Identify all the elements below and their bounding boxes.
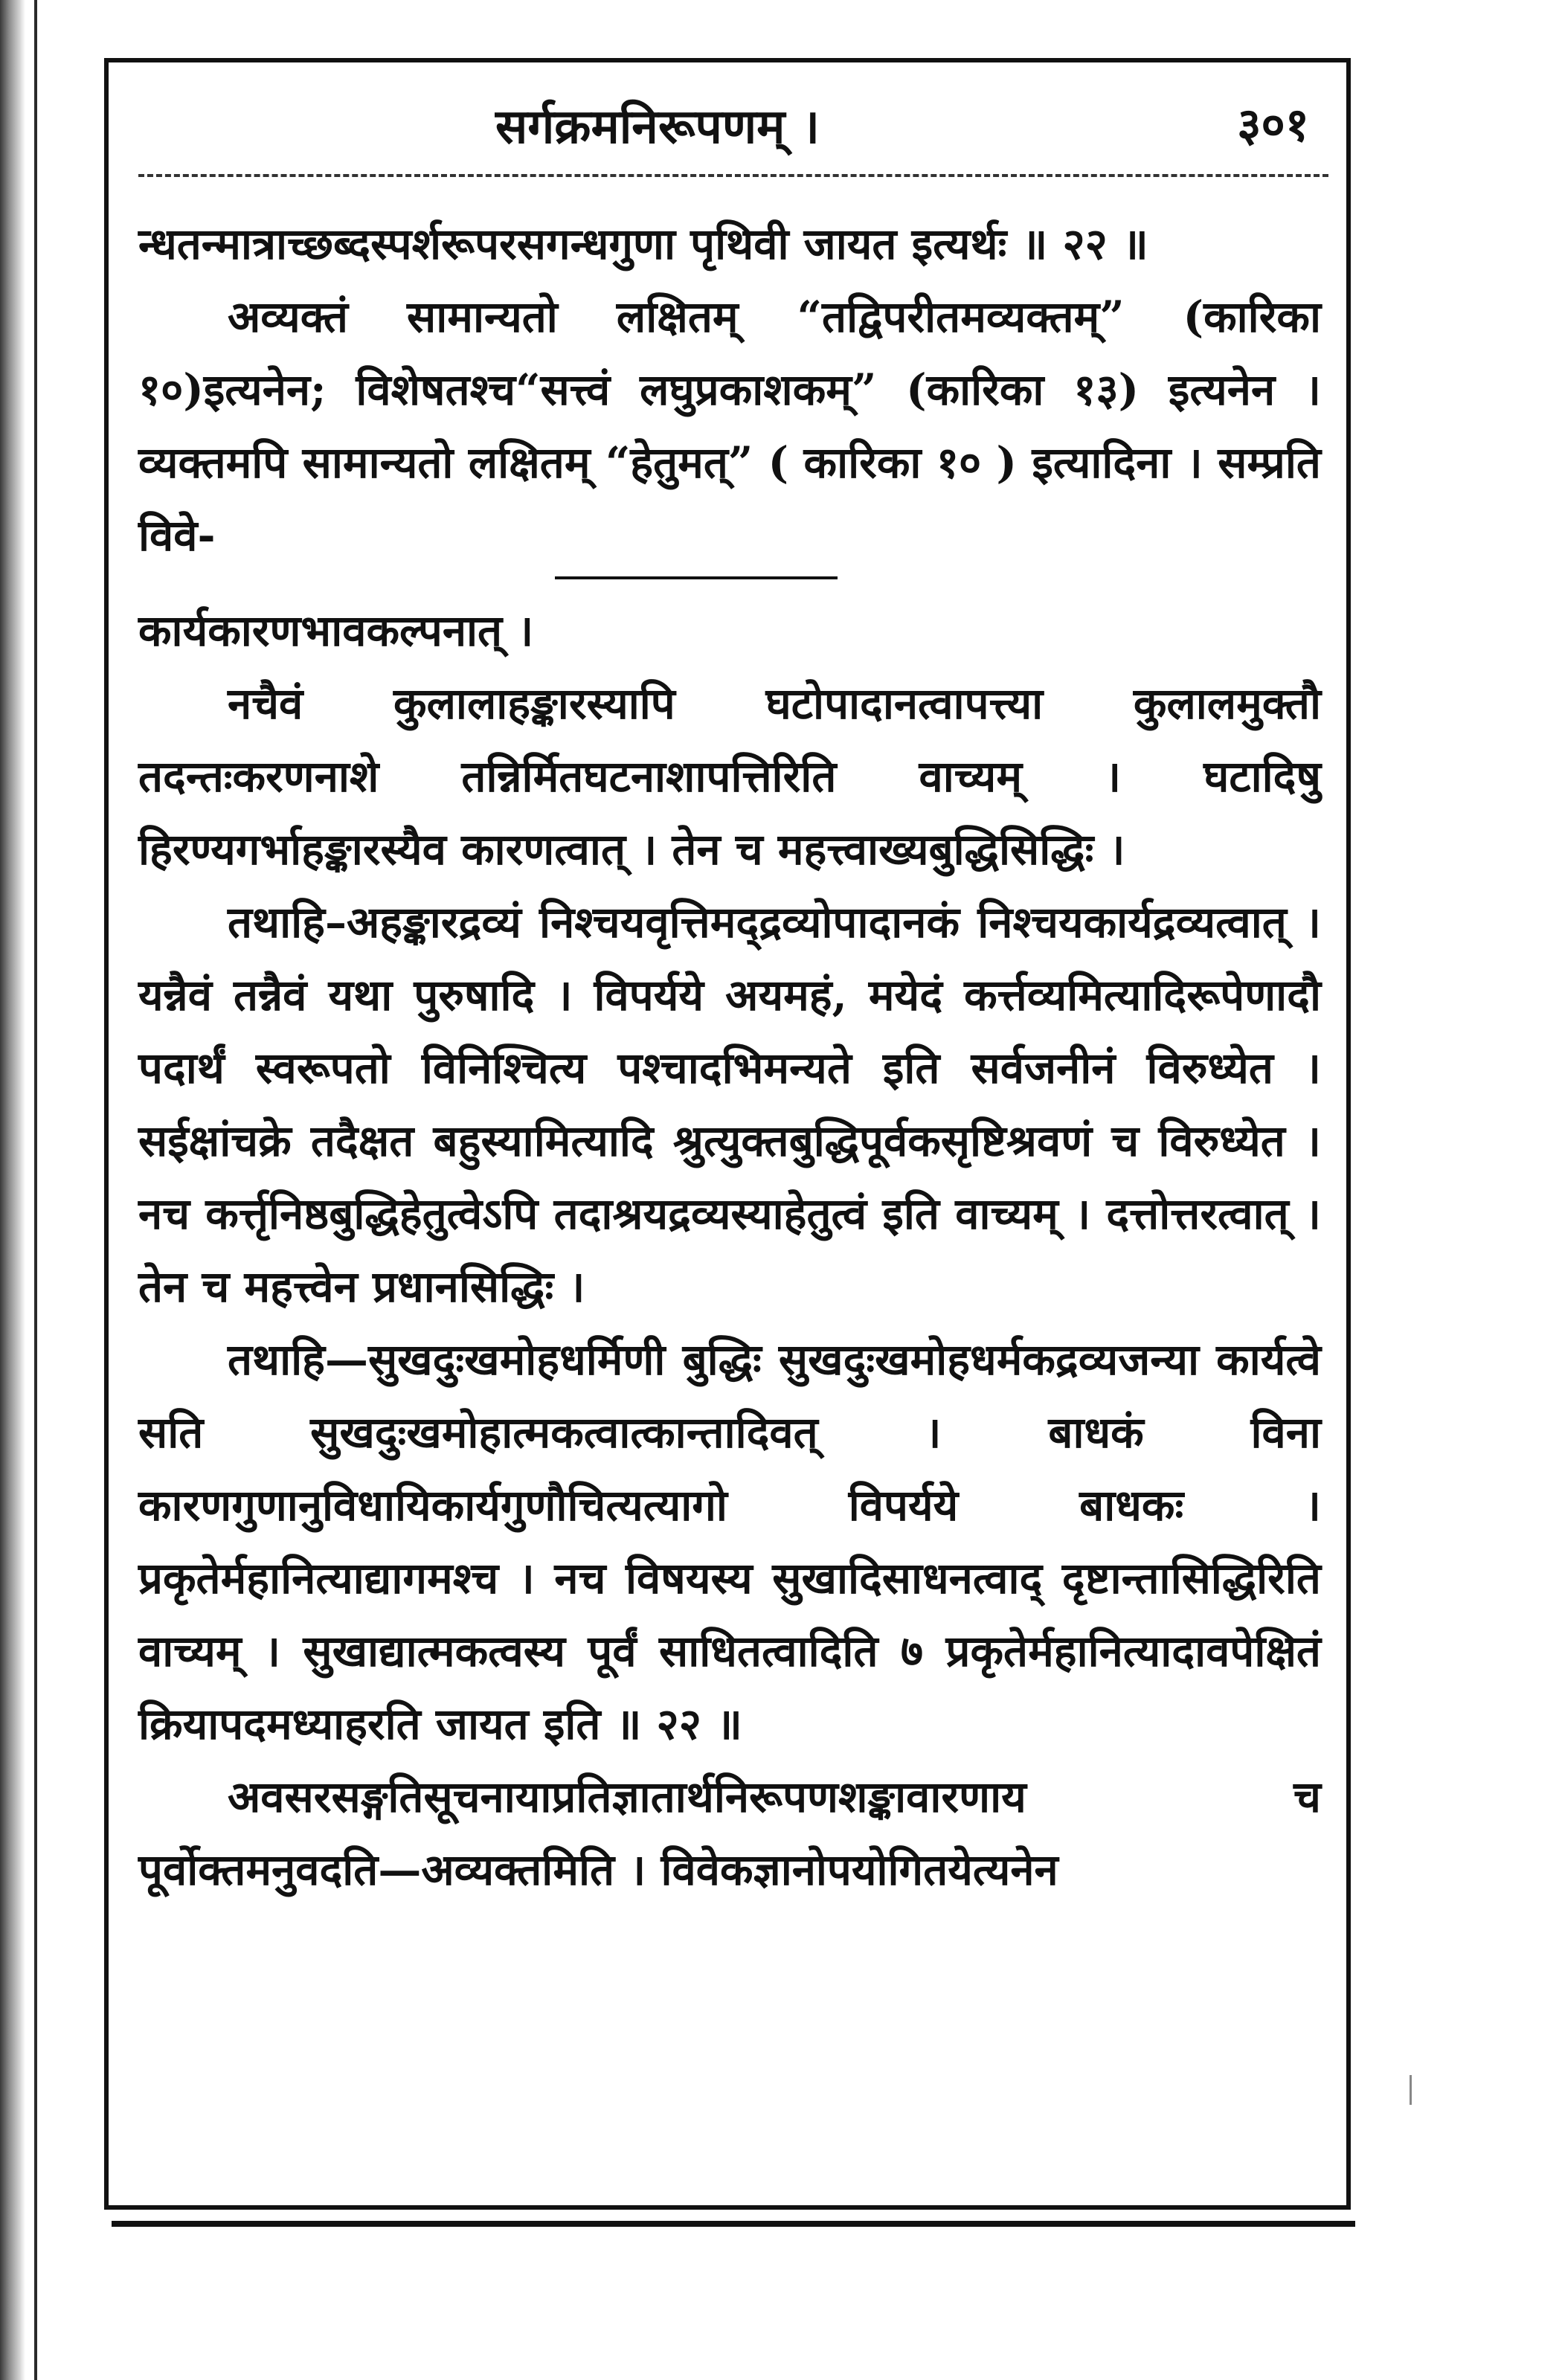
page-header [109,92,1346,181]
margin-mark [1410,2075,1424,2105]
text-body [138,208,1321,1906]
paragraph: अव्यक्तं सामान्यतो लक्षितम् “तद्विपरीतमव्यक्तम्” (कारिका १०)इत्यनेन; विशेषतश्च“सत्त्वं लघुप्रकाशकम्” (कारिका १३) इत्यनेन । व्यक्तमपि सामान्यतो लक्षितम् “हेतुमत्” ( कारिका १० ) इत्यादिना । सम्प्रति विवे- [138,292,1321,561]
page-number: ३०१ [1237,97,1309,152]
header-rule [138,174,1328,177]
bottom-rule [112,2221,1355,2227]
book-spine-shadow [0,0,25,2380]
section-separator [555,576,838,579]
paragraph: नचैवं कुलालाहङ्कारस्यापि घटोपादानत्वापत्त्या कुलालमुक्तौ तदन्तःकरणनाशे तन्निर्मितघटनाशापत्तिरिति वाच्यम् । घटादिषु हिरण्यगर्भाहङ्कारस्यैव कारणत्वात् । तेन च महत्त्वाख्यबुद्धिसिद्धिः । [138,678,1321,875]
paragraph: तथाहि—सुखदुःखमोहधर्मिणी बुद्धिः सुखदुःखमोहधर्मकद्रव्यजन्या कार्यत्वे सति सुखदुःखमोहात्मकत्वात्कान्तादिवत् । बाधकं विना कारणगुणानुविधायिकार्यगुणौचित्यत्यागो विपर्यये बाधकः । प्रकृतेर्महानित्याद्यागमश्च । नच विषयस्य सुखादिसाधनत्वाद् दृष्टान्तासिद्धिरिति वाच्यम् । सुखाद्यात्मकत्वस्य पूर्वं साधितत्वादिति ७ प्रकृतेर्महानित्यादावपेक्षितं क्रियापदमध्याहरति जायत इति ॥ २२ ॥ [138,1334,1321,1749]
paragraph: कार्यकारणभावकल्पनात् । [138,605,534,656]
running-head: सर्गक्रमनिरूपणम् । [495,99,820,155]
paragraph: अवसरसङ्गतिसूचनायाप्रतिज्ञातार्थनिरूपणशङ्कावारणाय च पूर्वोक्तमनुवदति—अव्यक्तमिति । विवेकज्ञानोपयोगितयेत्यनेन [138,1772,1321,1895]
paragraph: न्धतन्मात्राच्छब्दस्पर्शरूपरसगन्धगुणा पृथिवी जायत इत्यर्थः ॥ २२ ॥ [138,219,1148,269]
book-spine-line [34,0,37,2380]
page-frame [104,58,1351,2210]
paragraph: तथाहि–अहङ्कारद्रव्यं निश्चयवृत्तिमद्द्रव्योपादानकं निश्चयकार्यद्रव्यत्वात् । यन्नैवं तन्नैवं यथा पुरुषादि । विपर्यये अयमहं, मयेदं कर्त्तव्यमित्यादिरूपेणादौ पदार्थं स्वरूपतो विनिश्चित्य पश्चादभिमन्यते इति सर्वजनीनं विरुध्येत । सईक्षांचक्रे तदैक्षत बहुस्यामित्यादि श्रुत्युक्तबुद्धिपूर्वकसृष्टिश्रवणं च विरुध्येत । नच कर्त्तृनिष्ठबुद्धिहेतुत्वेऽपि तदाश्रयद्रव्यस्याहेतुत्वं इति वाच्यम् । दत्तोत्तरत्वात् । तेन च महत्त्वेन प्रधानसिद्धिः । [138,897,1321,1312]
